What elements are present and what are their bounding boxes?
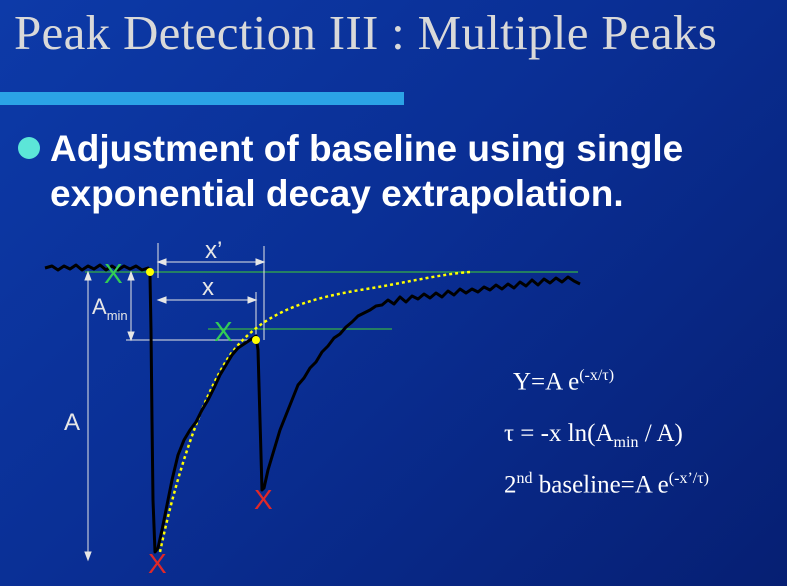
x-arrowhead-right: [248, 297, 256, 303]
x-prime-arrowhead-right: [256, 259, 264, 265]
peak-start-dot: [146, 268, 154, 276]
formula-tau-sub: min: [613, 434, 639, 451]
second-peak-start-dot: [252, 336, 260, 344]
slide-title: Peak Detection III : Multiple Peaks: [14, 5, 718, 60]
formula-sb-sup: nd: [516, 470, 533, 487]
a-label: A: [64, 409, 81, 436]
formula-sb-a: 2: [504, 471, 517, 499]
bullet-text: Adjustment of baseline using single exponential decay extrapolation.: [50, 128, 684, 214]
amin-arrowhead-top: [128, 272, 134, 280]
formula-decay-exponent: (-x/τ): [579, 367, 615, 384]
formula-decay-lhs: Y=A e: [513, 368, 580, 396]
formula-decay: [513, 367, 614, 396]
formula-tau-a: τ = -x ln(A: [504, 420, 614, 447]
amin-arrowhead-bottom: [128, 332, 134, 340]
formula-sb-b: baseline=A e: [532, 471, 669, 499]
first-peak-minimum-marker-red: X: [148, 548, 167, 579]
exponential-fit-curve: [160, 272, 470, 552]
formula-second-baseline: [504, 470, 709, 499]
second-baseline-marker-green: X: [214, 316, 233, 347]
formula-tau-b: / A): [638, 420, 683, 447]
amin-label-sub: min: [106, 308, 128, 323]
a-arrowhead-top: [85, 272, 91, 280]
x-prime-arrowhead-left: [158, 259, 166, 265]
a-arrowhead-bottom: [85, 552, 91, 560]
baseline-marker-green: X: [104, 258, 123, 289]
amin-label: [92, 294, 128, 323]
second-peak-minimum-marker-red: X: [254, 484, 273, 515]
formula-tau: [504, 420, 683, 452]
x-arrowhead-left: [158, 297, 166, 303]
amin-label-main: A: [92, 294, 107, 319]
x-label: x: [202, 274, 214, 301]
formula-sb-exponent: (-x’/τ): [668, 470, 709, 487]
dimension-guides: [85, 243, 264, 560]
x-prime-label: x’: [205, 237, 223, 264]
